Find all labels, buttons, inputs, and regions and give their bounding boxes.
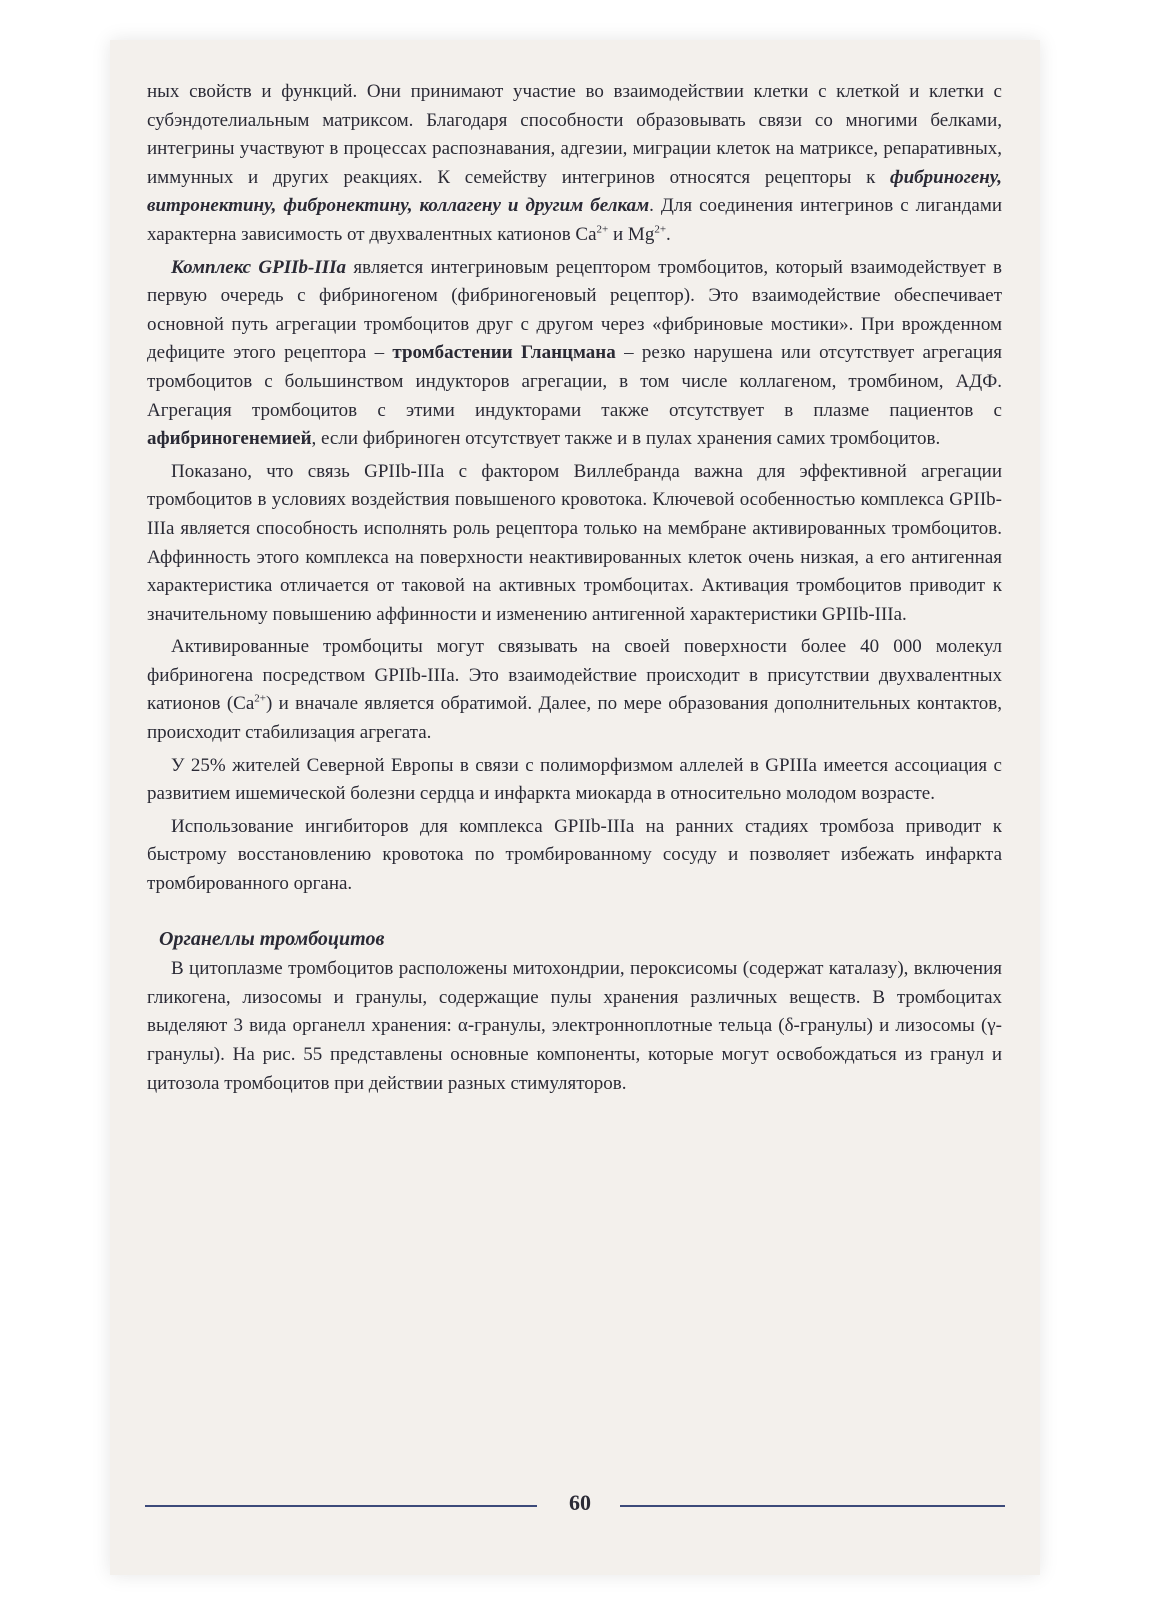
page-body xyxy=(147,78,1002,1102)
paragraph-activated: Активированные тромбоциты могут связывать на своей поверхности более 40 000 молекул фибриногена посредством GPIIb-IIIa. Это взаимодействие происходит в присутствии двухвалентных катионов $(Ca^{2+})$ и вначале является обратимой. Далее, по мере образования дополнительных контактов, происходит стабилизация агрегата. xyxy=(147,636,1002,744)
footer-rule-right xyxy=(620,1505,1005,1507)
paragraph-polymorphism: У 25% жителей Северной Европы в связи с полиморфизмом аллелей в GPIIIa имеется ассоциация с развитием ишемической болезни сердца и инфаркта миокарда в относительно молодом возрасте. xyxy=(147,754,1002,805)
paragraph-integrins: ных свойств и функций. Они принимают участие во взаимодействии клетки с клеткой и клетки с субэндотелиальным матриксом. Благодаря способности образовывать связи со многими белками, интегрины участвуют в процессах распознавания, адгезии, миграции клеток на матриксе, репаративных, иммунных и других реакциях. К семейству интегринов относятся рецепторы к фибриногену, витронектину, фибронектину, коллагену и другим белкам. Для соединения интегринов с лигандами характерна зависимость от двухвалентных катионов $Ca^{2+}$ и $Mg^{2+}$. xyxy=(147,81,1003,245)
term-gpiib-iiia: Комплекс GPIIb-IIIa xyxy=(171,256,347,278)
emphasis-ligands: фибриногену, витронектину, фибронектину, коллагену и другим белкам xyxy=(147,166,1002,217)
page-footer xyxy=(145,1490,1005,1520)
footer-rule-left xyxy=(145,1505,537,1507)
paragraph-inhibitors: Использование ингибиторов для комплекса GPIIb-IIIa на ранних стадиях тромбоза приводит к быстрому восстановлению кровотока по тромбированному сосуду и позволяет избежать инфаркта тромбированного органа. xyxy=(147,815,1002,895)
book-page xyxy=(110,40,1040,1575)
term-glanzmann: тромбастении Гланцмана xyxy=(392,342,616,364)
section-heading: Органеллы тромбоцитов xyxy=(159,927,385,950)
paragraph-willebrand: Показано, что связь GPIIb-IIIa с фактором Виллебранда важна для эффективной агрегации тромбоцитов в условиях воздействия повышеного кровотока. Ключевой особенностью комплекса GPIIb-IIIa является способность исполнять роль рецептора только на мембране активированных тромбоцитов. Аффинность этого комплекса на поверхности неактивированных клеток очень низкая, а его антигенная характеристика отличается от таковой на активных тромбоцитах. Активация тромбоцитов приводит к значительному повышению аффинности и изменению антигенной характеристики GPIIb-IIIa. xyxy=(147,460,1002,625)
term-afibrinogenemia: афибриногенемией xyxy=(147,428,312,450)
paragraph-organelles: В цитоплазме тромбоцитов расположены митохондрии, пероксисомы (содержат каталазу), включения гликогена, лизосомы и гранулы, содержащие пулы хранения различных веществ. В тромбоцитах выделяют 3 вида органелл хранения: α-гранулы, электронноплотные тельца (δ-гранулы) и лизосомы (γ-гранулы). На рис. 55 представлены основные компоненты, которые могут освобождаться из гранул и цитозола тромбоцитов при действии разных стимуляторов. xyxy=(147,958,1002,1094)
paragraph-gpiib-iiia: Комплекс GPIIb-IIIa является интегриновым рецептором тромбоцитов, который взаимодействует в первую очередь с фибриногеном (фибриногеновый рецептор). Это взаимодействие обеспечивает основной путь агрегации тромбоцитов друг с другом через «фибриновые мостики». При врожденном дефиците этого рецептора – тромбастении Гланцмана – резко нарушена или отсутствует агрегация тромбоцитов с большинством индукторов агрегации, в том числе коллагеном, тромбином, АДФ. Агрегация тромбоцитов с этими индукторами также отсутствует в плазме пациентов с афибриногенемией, если фибриноген отсутствует также и в пулах хранения самих тромбоцитов. xyxy=(147,256,1003,450)
page-number: 60 xyxy=(569,1490,591,1515)
